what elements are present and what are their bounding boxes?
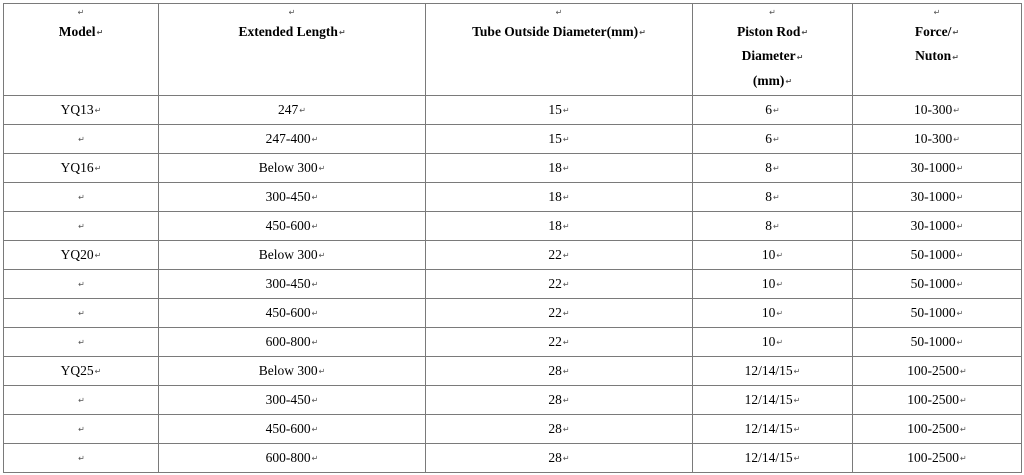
table-body xyxy=(4,96,1022,473)
header-tube-diameter xyxy=(426,4,693,96)
cell-extended-length-value: 450-600 xyxy=(265,305,311,320)
paragraph-mark-icon: ↵ xyxy=(793,425,801,435)
cell-force xyxy=(853,299,1022,328)
cell-extended-length-value: 600-800 xyxy=(265,450,311,465)
cell-extended-length xyxy=(159,299,426,328)
cell-force xyxy=(853,212,1022,241)
cell-tube-diameter-value: 28 xyxy=(548,421,562,436)
cell-piston-rod-diameter-value: 6 xyxy=(765,131,773,146)
cell-force xyxy=(853,183,1022,212)
paragraph-mark-icon: ↵ xyxy=(78,280,85,290)
cell-piston-rod-diameter xyxy=(693,415,853,444)
cell-model-value: YQ13 xyxy=(60,102,94,117)
cell-extended-length-value: 247-400 xyxy=(265,131,311,146)
cell-extended-length xyxy=(159,212,426,241)
cell-tube-diameter-value: 18 xyxy=(548,160,562,175)
header-model-label: Model xyxy=(58,24,96,39)
paragraph-mark-icon: ↵ xyxy=(562,309,570,319)
paragraph-mark-icon: ↵ xyxy=(288,8,296,17)
cell-piston-rod-diameter-value: 12/14/15 xyxy=(744,421,793,436)
cell-model xyxy=(4,241,159,270)
table-row xyxy=(4,357,1022,386)
paragraph-mark-icon: ↵ xyxy=(562,367,570,377)
cell-model xyxy=(4,328,159,357)
header-model xyxy=(4,4,159,96)
paragraph-mark-icon: ↵ xyxy=(299,106,306,116)
header-tube-diameter-label: Tube Outside Diameter(mm) xyxy=(472,24,639,39)
paragraph-mark-icon: ↵ xyxy=(311,454,319,464)
paragraph-mark-icon: ↵ xyxy=(773,222,780,232)
paragraph-mark-icon: ↵ xyxy=(318,164,326,174)
cell-tube-diameter-value: 28 xyxy=(548,450,562,465)
cell-tube-diameter xyxy=(426,125,693,154)
paragraph-mark-icon: ↵ xyxy=(77,8,85,17)
cell-force-value: 10-300 xyxy=(914,102,953,117)
header-piston-rod xyxy=(693,4,853,96)
cell-force xyxy=(853,270,1022,299)
paragraph-mark-icon: ↵ xyxy=(318,251,326,261)
paragraph-mark-icon: ↵ xyxy=(952,28,960,38)
paragraph-mark-icon: ↵ xyxy=(78,135,85,145)
paragraph-mark-icon: ↵ xyxy=(952,52,959,62)
cell-piston-rod-diameter xyxy=(693,241,853,270)
paragraph-mark-icon: ↵ xyxy=(960,425,967,435)
cell-piston-rod-diameter-value: 12/14/15 xyxy=(744,363,793,378)
paragraph-mark-icon: ↵ xyxy=(562,454,570,464)
header-force-line2: Nuton xyxy=(915,48,952,64)
cell-extended-length-value: Below 300 xyxy=(258,247,318,262)
cell-model xyxy=(4,299,159,328)
header-force xyxy=(853,4,1022,96)
cell-extended-length xyxy=(159,96,426,125)
cell-tube-diameter xyxy=(426,96,693,125)
cell-tube-diameter xyxy=(426,270,693,299)
paragraph-mark-icon: ↵ xyxy=(956,222,964,232)
cell-force xyxy=(853,241,1022,270)
cell-extended-length-value: 247 xyxy=(278,102,299,117)
cell-model xyxy=(4,125,159,154)
cell-piston-rod-diameter-value: 8 xyxy=(765,160,773,175)
cell-force-value: 10-300 xyxy=(914,131,953,146)
paragraph-mark-icon: ↵ xyxy=(769,8,776,17)
cell-piston-rod-diameter xyxy=(693,154,853,183)
paragraph-mark-icon: ↵ xyxy=(94,367,102,377)
cell-model-value: YQ20 xyxy=(60,247,94,262)
cell-model xyxy=(4,386,159,415)
cell-tube-diameter xyxy=(426,386,693,415)
table-row xyxy=(4,299,1022,328)
cell-extended-length xyxy=(159,357,426,386)
paragraph-mark-icon: ↵ xyxy=(562,425,570,435)
paragraph-mark-icon: ↵ xyxy=(639,28,646,38)
paragraph-mark-icon: ↵ xyxy=(776,280,784,290)
header-piston-rod-line2: Diameter xyxy=(741,48,796,64)
cell-piston-rod-diameter-value: 8 xyxy=(765,218,773,233)
paragraph-mark-icon: ↵ xyxy=(562,106,570,116)
cell-piston-rod-diameter-value: 8 xyxy=(765,189,773,204)
cell-force-value: 50-1000 xyxy=(910,305,956,320)
paragraph-mark-icon: ↵ xyxy=(338,28,346,38)
paragraph-mark-icon: ↵ xyxy=(562,251,570,261)
paragraph-mark-icon: ↵ xyxy=(78,396,85,406)
paragraph-mark-icon: ↵ xyxy=(555,8,563,17)
paragraph-mark-icon: ↵ xyxy=(562,280,570,290)
cell-force xyxy=(853,154,1022,183)
cell-model xyxy=(4,96,159,125)
cell-model xyxy=(4,444,159,473)
paragraph-mark-icon: ↵ xyxy=(78,425,85,435)
spec-table xyxy=(3,3,1022,473)
paragraph-mark-icon: ↵ xyxy=(311,338,319,348)
cell-force-value: 100-2500 xyxy=(907,392,960,407)
paragraph-mark-icon: ↵ xyxy=(94,164,102,174)
cell-piston-rod-diameter-value: 10 xyxy=(761,334,776,349)
cell-piston-rod-diameter-value: 10 xyxy=(761,247,776,262)
table-row xyxy=(4,183,1022,212)
cell-piston-rod-diameter-value: 10 xyxy=(761,276,776,291)
cell-piston-rod-diameter xyxy=(693,444,853,473)
paragraph-mark-icon: ↵ xyxy=(956,309,964,319)
paragraph-mark-icon: ↵ xyxy=(78,454,85,464)
header-piston-rod-line3: (mm) xyxy=(752,72,785,88)
cell-tube-diameter xyxy=(426,299,693,328)
paragraph-mark-icon: ↵ xyxy=(78,193,85,203)
paragraph-mark-icon: ↵ xyxy=(785,77,793,87)
paragraph-mark-icon: ↵ xyxy=(773,106,780,116)
cell-tube-diameter-value: 18 xyxy=(548,218,562,233)
cell-piston-rod-diameter-value: 12/14/15 xyxy=(744,450,793,465)
paragraph-mark-icon: ↵ xyxy=(311,396,319,406)
cell-force-value: 100-2500 xyxy=(907,421,960,436)
paragraph-mark-icon: ↵ xyxy=(311,193,319,203)
paragraph-mark-icon: ↵ xyxy=(956,338,964,348)
cell-extended-length-value: 450-600 xyxy=(265,218,311,233)
cell-extended-length-value: 600-800 xyxy=(265,334,311,349)
paragraph-mark-icon: ↵ xyxy=(562,135,570,145)
cell-model-value: YQ25 xyxy=(60,363,94,378)
cell-extended-length xyxy=(159,125,426,154)
cell-extended-length xyxy=(159,154,426,183)
cell-piston-rod-diameter xyxy=(693,125,853,154)
cell-force xyxy=(853,328,1022,357)
cell-tube-diameter-value: 22 xyxy=(548,276,562,291)
cell-tube-diameter xyxy=(426,212,693,241)
cell-force-value: 50-1000 xyxy=(910,334,956,349)
paragraph-mark-icon: ↵ xyxy=(793,396,801,406)
cell-extended-length xyxy=(159,444,426,473)
header-row xyxy=(4,4,1022,96)
cell-force xyxy=(853,386,1022,415)
cell-model xyxy=(4,183,159,212)
paragraph-mark-icon: ↵ xyxy=(793,454,801,464)
cell-extended-length-value: 450-600 xyxy=(265,421,311,436)
cell-force xyxy=(853,415,1022,444)
paragraph-mark-icon: ↵ xyxy=(793,367,801,377)
paragraph-mark-icon: ↵ xyxy=(562,193,570,203)
cell-piston-rod-diameter xyxy=(693,386,853,415)
cell-force-value: 30-1000 xyxy=(910,160,956,175)
table-row xyxy=(4,212,1022,241)
paragraph-mark-icon: ↵ xyxy=(956,164,964,174)
cell-extended-length-value: 300-450 xyxy=(265,189,311,204)
cell-model xyxy=(4,415,159,444)
paragraph-mark-icon: ↵ xyxy=(956,193,964,203)
table-row xyxy=(4,125,1022,154)
paragraph-mark-icon: ↵ xyxy=(773,135,780,145)
cell-extended-length-value: 300-450 xyxy=(265,276,311,291)
cell-piston-rod-diameter xyxy=(693,212,853,241)
paragraph-mark-icon: ↵ xyxy=(956,251,964,261)
cell-model-value: YQ16 xyxy=(60,160,94,175)
paragraph-mark-icon: ↵ xyxy=(773,193,780,203)
paragraph-mark-icon: ↵ xyxy=(796,52,804,62)
cell-piston-rod-diameter xyxy=(693,299,853,328)
table-row xyxy=(4,328,1022,357)
cell-tube-diameter-value: 15 xyxy=(548,102,562,117)
cell-piston-rod-diameter-value: 12/14/15 xyxy=(744,392,793,407)
table-row xyxy=(4,241,1022,270)
cell-force-value: 100-2500 xyxy=(907,450,960,465)
paragraph-mark-icon: ↵ xyxy=(933,8,941,17)
paragraph-mark-icon: ↵ xyxy=(94,106,102,116)
cell-tube-diameter xyxy=(426,444,693,473)
cell-extended-length xyxy=(159,270,426,299)
cell-model xyxy=(4,154,159,183)
cell-force-value: 30-1000 xyxy=(910,218,956,233)
cell-piston-rod-diameter xyxy=(693,357,853,386)
cell-force-value: 100-2500 xyxy=(907,363,960,378)
table-row xyxy=(4,444,1022,473)
cell-extended-length xyxy=(159,386,426,415)
paragraph-mark-icon: ↵ xyxy=(78,222,85,232)
paragraph-mark-icon: ↵ xyxy=(562,396,570,406)
paragraph-mark-icon: ↵ xyxy=(562,222,570,232)
table-row xyxy=(4,270,1022,299)
cell-tube-diameter-value: 18 xyxy=(548,189,562,204)
cell-piston-rod-diameter-value: 6 xyxy=(765,102,773,117)
cell-tube-diameter xyxy=(426,357,693,386)
paragraph-mark-icon: ↵ xyxy=(318,367,326,377)
cell-force xyxy=(853,357,1022,386)
paragraph-mark-icon: ↵ xyxy=(562,338,570,348)
cell-piston-rod-diameter xyxy=(693,96,853,125)
paragraph-mark-icon: ↵ xyxy=(960,367,967,377)
cell-piston-rod-diameter xyxy=(693,328,853,357)
cell-tube-diameter xyxy=(426,154,693,183)
cell-tube-diameter-value: 22 xyxy=(548,305,562,320)
paragraph-mark-icon: ↵ xyxy=(953,135,960,145)
header-extended-length-label: Extended Length xyxy=(238,24,338,39)
cell-tube-diameter xyxy=(426,241,693,270)
cell-tube-diameter-value: 22 xyxy=(548,334,562,349)
cell-model xyxy=(4,357,159,386)
cell-model xyxy=(4,212,159,241)
cell-tube-diameter xyxy=(426,328,693,357)
paragraph-mark-icon: ↵ xyxy=(776,309,784,319)
cell-extended-length-value: 300-450 xyxy=(265,392,311,407)
table-row xyxy=(4,154,1022,183)
table-row xyxy=(4,386,1022,415)
table-row xyxy=(4,415,1022,444)
cell-extended-length-value: Below 300 xyxy=(258,363,318,378)
cell-extended-length xyxy=(159,415,426,444)
cell-model xyxy=(4,270,159,299)
cell-piston-rod-diameter-value: 10 xyxy=(761,305,776,320)
cell-tube-diameter-value: 15 xyxy=(548,131,562,146)
cell-piston-rod-diameter xyxy=(693,270,853,299)
cell-tube-diameter xyxy=(426,415,693,444)
paragraph-mark-icon: ↵ xyxy=(953,106,960,116)
cell-force-value: 30-1000 xyxy=(910,189,956,204)
header-extended-length xyxy=(159,4,426,96)
cell-extended-length xyxy=(159,183,426,212)
cell-tube-diameter-value: 22 xyxy=(548,247,562,262)
paragraph-mark-icon: ↵ xyxy=(562,164,570,174)
paragraph-mark-icon: ↵ xyxy=(78,338,85,348)
header-piston-rod-line1: Piston Rod xyxy=(736,24,801,39)
paragraph-mark-icon: ↵ xyxy=(311,280,319,290)
paragraph-mark-icon: ↵ xyxy=(311,425,319,435)
paragraph-mark-icon: ↵ xyxy=(776,251,784,261)
paragraph-mark-icon: ↵ xyxy=(311,309,319,319)
cell-tube-diameter-value: 28 xyxy=(548,392,562,407)
paragraph-mark-icon: ↵ xyxy=(311,135,319,145)
cell-force xyxy=(853,125,1022,154)
header-force-line1: Force/ xyxy=(914,24,952,39)
paragraph-mark-icon: ↵ xyxy=(776,338,784,348)
paragraph-mark-icon: ↵ xyxy=(956,280,964,290)
table-row xyxy=(4,96,1022,125)
cell-tube-diameter xyxy=(426,183,693,212)
cell-extended-length xyxy=(159,328,426,357)
cell-extended-length-value: Below 300 xyxy=(258,160,318,175)
cell-force xyxy=(853,444,1022,473)
cell-extended-length xyxy=(159,241,426,270)
cell-force-value: 50-1000 xyxy=(910,247,956,262)
cell-force-value: 50-1000 xyxy=(910,276,956,291)
paragraph-mark-icon: ↵ xyxy=(78,309,85,319)
paragraph-mark-icon: ↵ xyxy=(96,28,104,38)
paragraph-mark-icon: ↵ xyxy=(960,454,967,464)
cell-tube-diameter-value: 28 xyxy=(548,363,562,378)
paragraph-mark-icon: ↵ xyxy=(311,222,319,232)
paragraph-mark-icon: ↵ xyxy=(960,396,967,406)
cell-piston-rod-diameter xyxy=(693,183,853,212)
paragraph-mark-icon: ↵ xyxy=(94,251,102,261)
cell-force xyxy=(853,96,1022,125)
paragraph-mark-icon: ↵ xyxy=(773,164,780,174)
paragraph-mark-icon: ↵ xyxy=(801,28,809,38)
